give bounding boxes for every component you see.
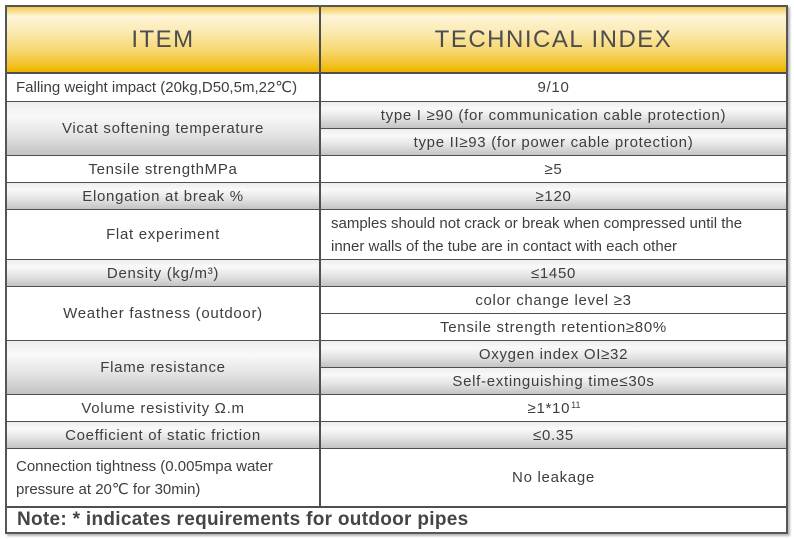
value-base-text: ≥1*10: [527, 399, 571, 417]
value-cell: 9/10: [321, 74, 786, 101]
column-header-item: ITEM: [131, 25, 195, 53]
technical-spec-table: [5, 5, 788, 534]
item-cell: Flat experiment: [7, 210, 319, 259]
value-cell: ≤0.35: [321, 422, 786, 448]
table-row: [7, 182, 786, 209]
table-body: [7, 74, 786, 506]
value-cell: color change level ≥3: [321, 287, 786, 313]
value-cells: [319, 287, 786, 340]
value-cell: Tensile strength retention≥80%: [321, 313, 786, 340]
value-cells: [319, 74, 786, 101]
item-cell: Tensile strengthMPa: [7, 156, 319, 182]
item-cell: Vicat softening temperature: [7, 102, 319, 155]
table-row: [7, 259, 786, 286]
table-row: [7, 421, 786, 448]
item-cell: Volume resistivity Ω.m: [7, 395, 319, 421]
table-row: [7, 340, 786, 394]
value-cell: type I ≥90 (for communication cable protection): [321, 102, 786, 128]
value-cell: ≥5: [321, 156, 786, 182]
value-cell: Self-extinguishing time≤30s: [321, 367, 786, 394]
table-row: [7, 155, 786, 182]
table-row: [7, 101, 786, 155]
table-header-row: [7, 7, 786, 74]
value-cells: [319, 183, 786, 209]
table-row: [7, 448, 786, 506]
value-cell: Oxygen index OI≥32: [321, 341, 786, 367]
value-cells: [319, 102, 786, 155]
value-cell: ≥120: [321, 183, 786, 209]
value-cell: ≥1*10 $^{11}$: [321, 395, 786, 421]
item-cell: Elongation at break %: [7, 183, 319, 209]
item-cell: Coefficient of static friction: [7, 422, 319, 448]
value-cells: [319, 210, 786, 259]
value-cells: [319, 260, 786, 286]
value-cells: [319, 341, 786, 394]
value-cell: No leakage: [321, 449, 786, 506]
note-text: Note: * indicates requirements for outdoor pipes: [17, 509, 469, 530]
table-row: [7, 286, 786, 340]
table-row: [7, 209, 786, 259]
note-row: [7, 506, 786, 532]
item-cell: Falling weight impact (20kg,D50,5m,22℃): [7, 74, 319, 101]
item-cell: Density (kg/m³): [7, 260, 319, 286]
value-cell: ≤1450: [321, 260, 786, 286]
item-cell: Weather fastness (outdoor): [7, 287, 319, 340]
value-cells: [319, 422, 786, 448]
item-cell: Flame resistance: [7, 341, 319, 394]
table-row: [7, 394, 786, 421]
value-cells: [319, 395, 786, 421]
value-cell: type II≥93 (for power cable protection): [321, 128, 786, 155]
column-header-technical-index: TECHNICAL INDEX: [319, 7, 786, 72]
table-row: [7, 74, 786, 101]
value-cells: [319, 449, 786, 506]
item-cell: Connection tightness (0.005mpa water pressure at 20℃ for 30min): [7, 449, 319, 506]
value-cells: [319, 156, 786, 182]
value-cell: samples should not crack or break when compressed until the inner walls of the tube are in contact with each other: [321, 210, 786, 259]
